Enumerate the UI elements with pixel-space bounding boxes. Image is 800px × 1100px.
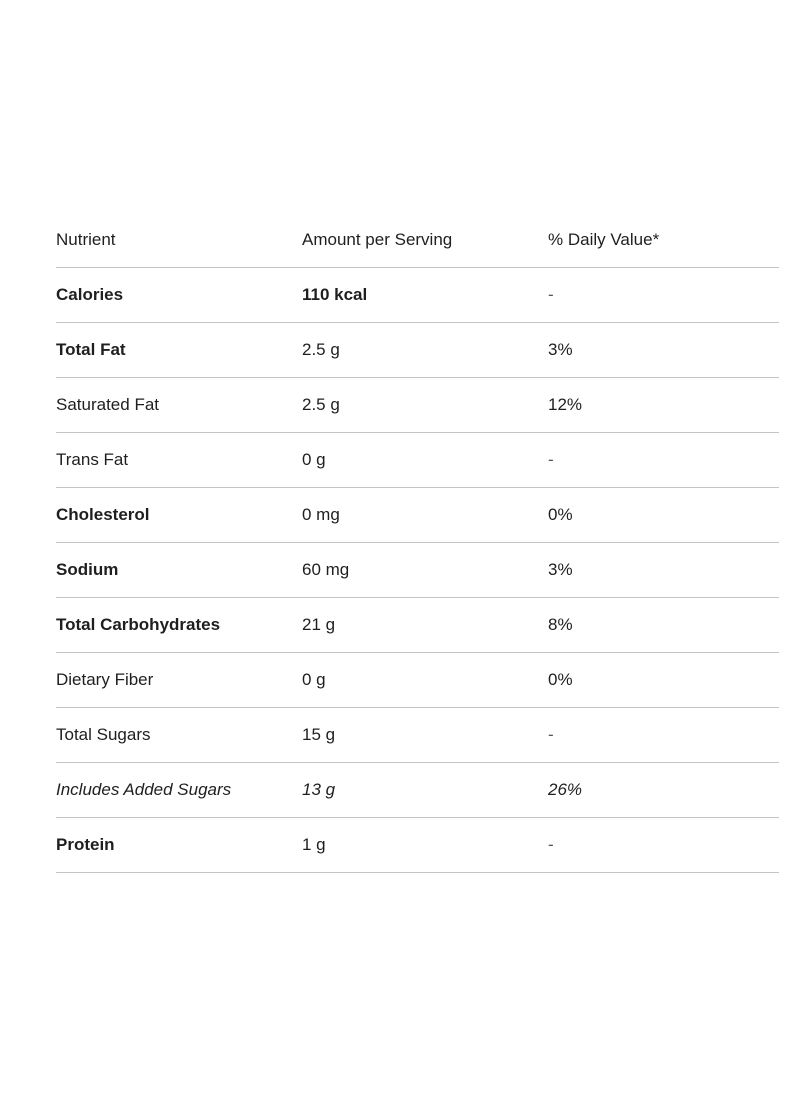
nutrient-amount: 60 mg <box>302 560 350 579</box>
nutrient-name: Includes Added Sugars <box>56 780 232 799</box>
nutrient-daily-value: 0% <box>548 505 573 524</box>
table-row-cholesterol <box>56 488 779 543</box>
nutrient-amount: 15 g <box>302 725 336 744</box>
nutrient-name: Saturated Fat <box>56 395 160 414</box>
table-row-protein <box>56 818 779 873</box>
nutrient-daily-value: 26% <box>548 780 583 799</box>
nutrient-name: Calories <box>56 285 124 304</box>
nutrient-daily-value: - <box>548 450 554 469</box>
nutrient-name: Total Fat <box>56 340 126 359</box>
nutrient-amount: 13 g <box>302 780 336 799</box>
nutrient-amount: 0 g <box>302 670 326 689</box>
nutrient-daily-value: 3% <box>548 340 573 359</box>
nutrient-name: Dietary Fiber <box>56 670 154 689</box>
table-row-total-sugars <box>56 708 779 763</box>
nutrient-daily-value: - <box>548 725 554 744</box>
table-row-total-carbohydrates <box>56 598 779 653</box>
table-row-sodium <box>56 543 779 598</box>
header-daily-value: % Daily Value* <box>548 229 660 249</box>
nutrient-name: Total Carbohydrates <box>56 615 221 634</box>
nutrient-daily-value: 3% <box>548 560 573 579</box>
table-row-calories <box>56 268 779 323</box>
nutrient-amount: 21 g <box>302 615 336 634</box>
table-header-row <box>56 212 779 268</box>
nutrient-name: Cholesterol <box>56 505 150 524</box>
nutrient-amount: 2.5 g <box>302 340 340 359</box>
nutrient-daily-value: 12% <box>548 395 583 414</box>
header-nutrient: Nutrient <box>56 229 116 249</box>
table-row-dietary-fiber <box>56 653 779 708</box>
nutrient-name: Protein <box>56 835 115 854</box>
table-row-trans-fat <box>56 433 779 488</box>
nutrient-amount: 110 kcal <box>302 285 368 304</box>
nutrient-daily-value: 8% <box>548 615 573 634</box>
nutrient-daily-value: - <box>548 285 554 304</box>
nutrient-name: Total Sugars <box>56 725 151 744</box>
nutrient-daily-value: - <box>548 835 554 854</box>
table-row-total-fat <box>56 323 779 378</box>
nutrient-amount: 2.5 g <box>302 395 340 414</box>
nutrient-amount: 0 g <box>302 450 326 469</box>
nutrition-table <box>56 212 779 873</box>
table-row-added-sugars <box>56 763 779 818</box>
nutrient-name: Sodium <box>56 560 119 579</box>
nutrient-name: Trans Fat <box>56 450 129 469</box>
nutrient-amount: 0 mg <box>302 505 340 524</box>
header-amount: Amount per Serving <box>302 229 453 249</box>
nutrient-amount: 1 g <box>302 835 326 854</box>
nutrient-daily-value: 0% <box>548 670 573 689</box>
table-row-saturated-fat <box>56 378 779 433</box>
